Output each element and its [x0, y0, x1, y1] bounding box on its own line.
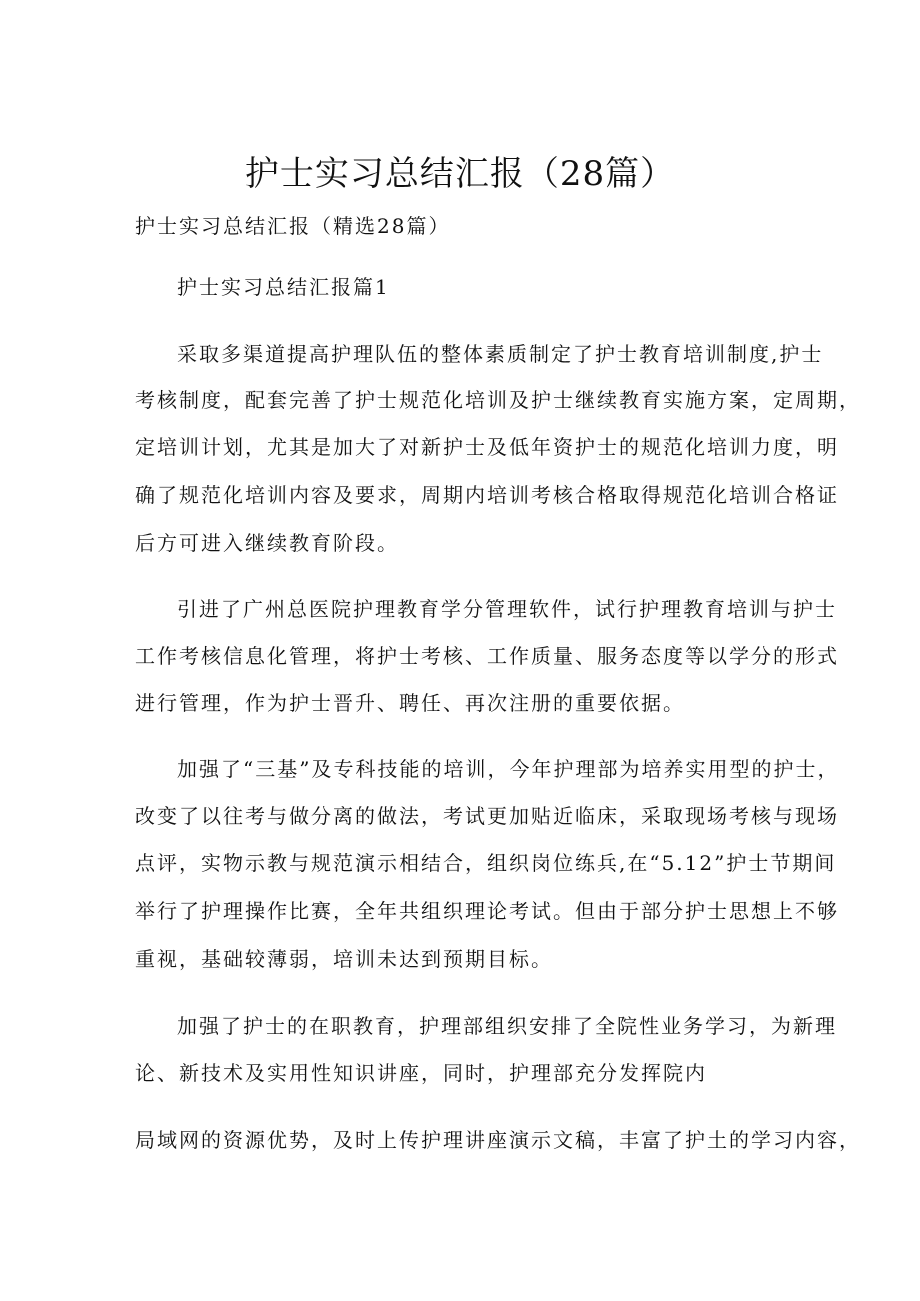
paragraph-line: 工作考核信息化管理，将护士考核、工作质量、服务态度等以学分的形式 — [135, 644, 839, 668]
paragraph-line: 改变了以往考与做分离的做法，考试更加贴近临床，采取现场考核与现场 — [135, 804, 839, 828]
paragraph-line: 后方可进入继续教育阶段。 — [135, 531, 399, 555]
paragraph-line: 局域网的资源优势，及时上传护理讲座演示文稿，丰富了护土的学习内容， — [135, 1128, 861, 1152]
section-heading: 护士实习总结汇报篇1 — [177, 275, 390, 299]
paragraph-line: 考核制度，配套完善了护士规范化培训及护士继续教育实施方案，定周期， — [135, 388, 861, 412]
paragraph-line: 采取多渠道提高护理队伍的整体素质制定了护士教育培训制度,护士 — [177, 342, 824, 366]
document-title: 护士实习总结汇报（28篇） — [244, 154, 676, 194]
paragraph-line: 加强了护士的在职教育，护理部组织安排了全院性业务学习，为新理 — [177, 1014, 837, 1038]
paragraph-line: 定培训计划，尤其是加大了对新护士及低年资护士的规范化培训力度，明 — [135, 435, 839, 459]
paragraph-line: 加强了“三基”及专科技能的培训，今年护理部为培养实用型的护士， — [177, 757, 840, 781]
paragraph-line: 确了规范化培训内容及要求，周期内培训考核合格取得规范化培训合格证 — [135, 483, 839, 507]
paragraph-line: 重视，基础较薄弱，培训未达到预期目标。 — [135, 947, 553, 971]
document-subtitle: 护士实习总结汇报（精选28篇） — [135, 214, 451, 238]
paragraph-line: 论、新技术及实用性知识讲座，同时，护理部充分发挥院内 — [135, 1061, 707, 1085]
paragraph-line: 进行管理，作为护士晋升、聘任、再次注册的重要依据。 — [135, 691, 685, 715]
paragraph-line: 点评，实物示教与规范演示相结合，组织岗位练兵,在“5.12”护士节期间 — [135, 851, 837, 875]
paragraph-line: 引进了广州总医院护理教育学分管理软件，试行护理教育培训与护士 — [177, 597, 837, 621]
paragraph-line: 举行了护理操作比赛，全年共组织理论考试。但由于部分护士思想上不够 — [135, 899, 839, 923]
